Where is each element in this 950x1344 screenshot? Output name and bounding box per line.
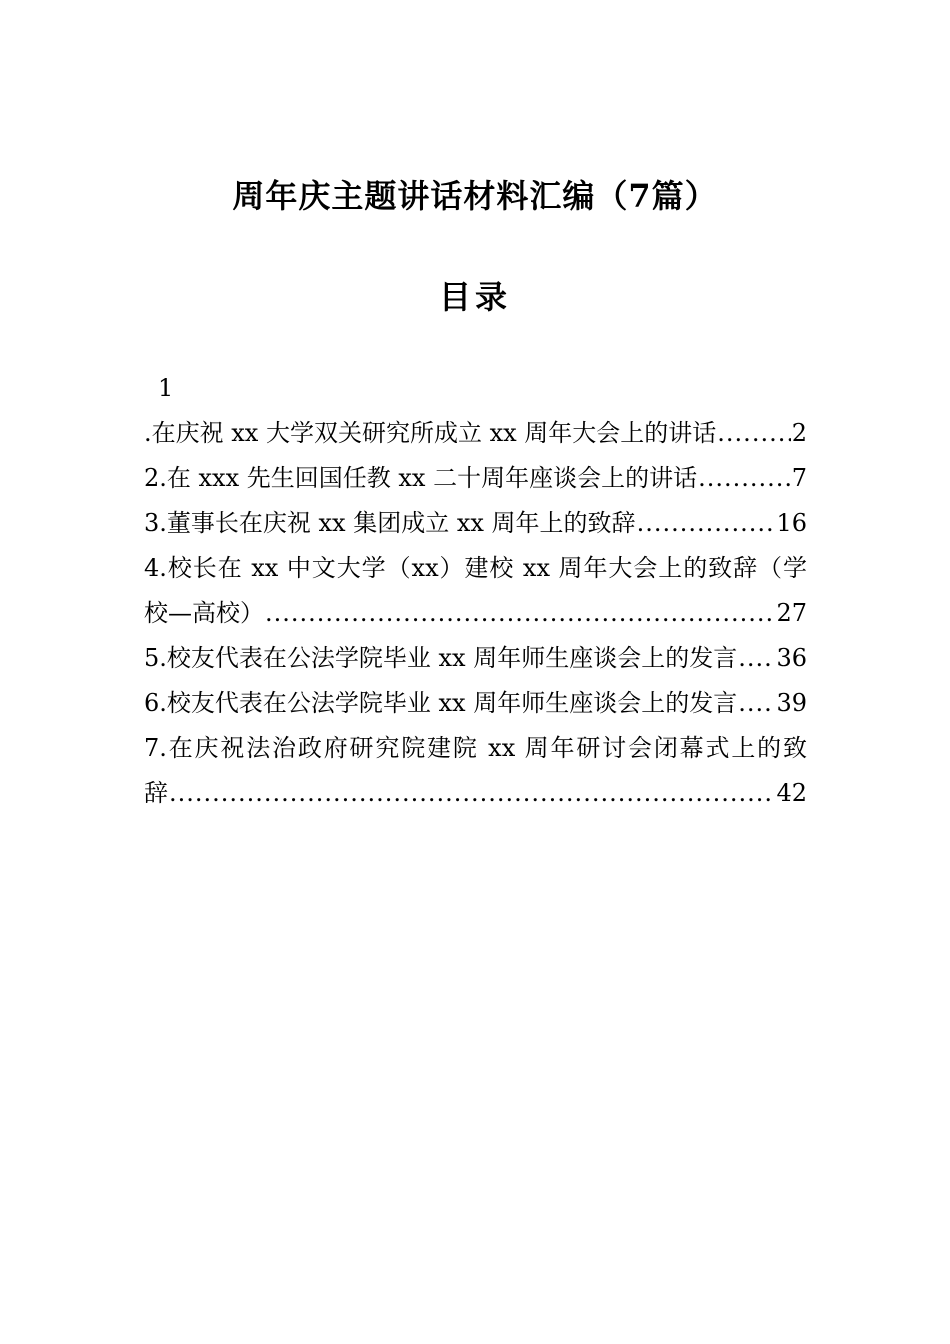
- toc-entry-5[interactable]: [144, 636, 807, 681]
- toc-entry-title-line2: 辞: [144, 779, 168, 807]
- toc-entry-title-line1: 4.校长在 xx 中文大学（xx）建校 xx 周年大会上的致辞（学: [144, 554, 807, 582]
- toc-entry-title: 3.董事长在庆祝 xx 集团成立 xx 周年上的致辞: [144, 509, 636, 537]
- toc-dot-leader: [698, 456, 791, 501]
- toc-dot-leader: [717, 411, 790, 456]
- toc-entry-3[interactable]: [144, 501, 807, 546]
- toc-entry-7[interactable]: [144, 726, 807, 816]
- toc-entry-2[interactable]: [144, 456, 807, 501]
- toc-entry-title-line2: 校—高校）: [144, 599, 264, 627]
- toc-entry-title: 5.校友代表在公法学院毕业 xx 周年师生座谈会上的发言: [144, 644, 738, 672]
- toc-page-number: 42: [776, 779, 807, 807]
- document-title: 周年庆主题讲话材料汇编（7篇）: [232, 177, 718, 215]
- toc-page-number: 27: [776, 599, 807, 627]
- toc-entry-title: .在庆祝 xx 大学双关研究所成立 xx 周年大会上的讲话: [144, 419, 717, 447]
- toc-heading: 目录: [438, 278, 511, 316]
- toc-entry-6[interactable]: [144, 681, 807, 726]
- toc-dot-leader: [637, 501, 776, 546]
- toc-dot-leader: [265, 591, 775, 636]
- toc-entry-title: 6.校友代表在公法学院毕业 xx 周年师生座谈会上的发言: [144, 689, 738, 717]
- toc-stray-number: 1: [158, 374, 174, 402]
- toc-page-number: 2: [791, 419, 807, 447]
- toc-entry-1[interactable]: [144, 411, 807, 456]
- toc-entry-title: 2.在 xxx 先生回国任教 xx 二十周年座谈会上的讲话: [144, 464, 698, 492]
- toc-entry-4[interactable]: [144, 546, 807, 636]
- toc-entry-title-line1: 7.在庆祝法治政府研究院建院 xx 周年研讨会闭幕式上的致: [144, 734, 807, 762]
- table-of-contents: [144, 366, 807, 816]
- toc-page-number: 39: [776, 689, 807, 717]
- toc-page-number: 7: [791, 464, 807, 492]
- toc-dot-leader: [169, 771, 775, 816]
- toc-dot-leader: [738, 681, 775, 726]
- toc-page-number: 36: [776, 644, 807, 672]
- toc-dot-leader: [738, 636, 775, 681]
- toc-page-number: 16: [776, 509, 807, 537]
